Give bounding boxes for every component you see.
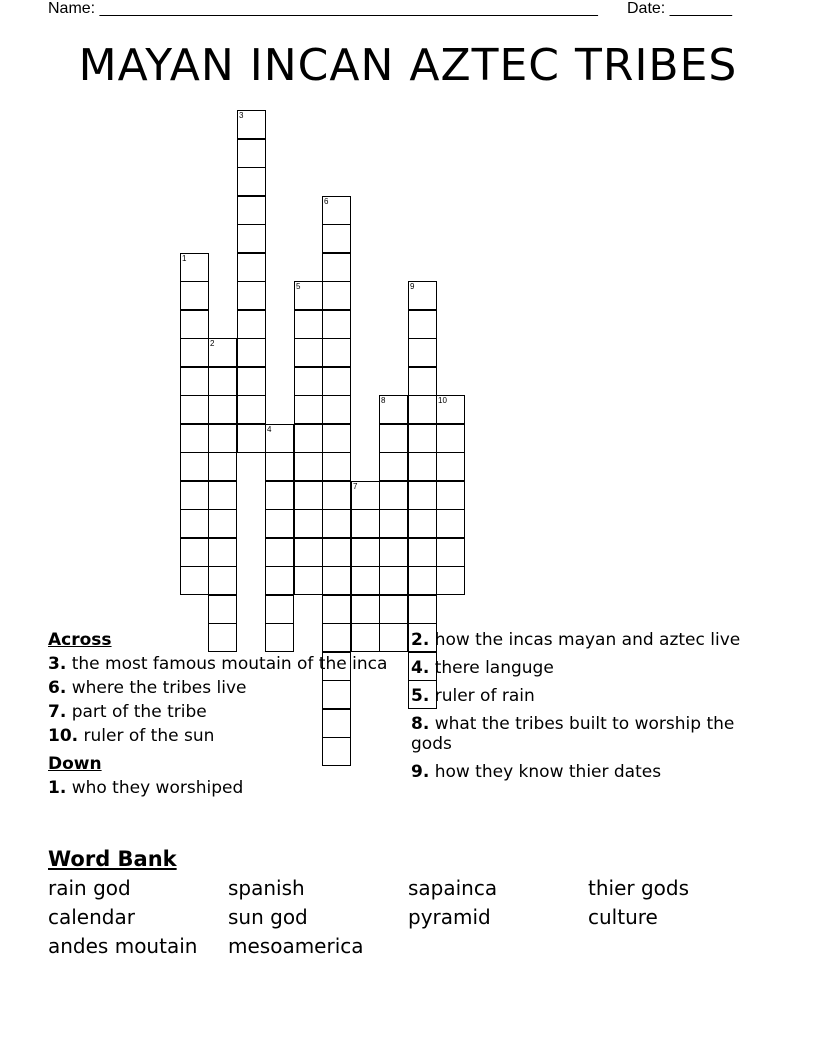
- grid-cell[interactable]: [436, 538, 465, 567]
- grid-cell[interactable]: [208, 509, 237, 538]
- word-bank-item: spanish: [228, 876, 305, 900]
- grid-cell[interactable]: [436, 566, 465, 595]
- grid-cell[interactable]: [237, 224, 266, 253]
- grid-cell[interactable]: [265, 481, 294, 510]
- word-bank-title: Word Bank: [48, 847, 177, 871]
- clue-text: part of the tribe: [71, 702, 207, 722]
- clue-down-8: [411, 714, 771, 754]
- clue-down-2: [411, 630, 771, 650]
- grid-cell[interactable]: [408, 595, 437, 624]
- clue-across-10: [48, 726, 388, 746]
- grid-cell[interactable]: [237, 424, 266, 453]
- grid-cell[interactable]: [208, 481, 237, 510]
- page-title: MAYAN INCAN AZTEC TRIBES: [78, 40, 738, 91]
- word-bank-item: pyramid: [408, 905, 491, 929]
- grid-cell[interactable]: [408, 481, 437, 510]
- grid-cell[interactable]: [322, 281, 351, 310]
- clue-down-5: [411, 686, 771, 706]
- clue-number-label: 2: [210, 339, 215, 348]
- grid-cell[interactable]: [208, 395, 237, 424]
- grid-cell[interactable]: [322, 338, 351, 367]
- clue-number: 1.: [48, 778, 67, 798]
- grid-cell[interactable]: [237, 196, 266, 225]
- grid-cell[interactable]: [265, 538, 294, 567]
- grid-cell[interactable]: [408, 424, 437, 453]
- clue-text: where the tribes live: [71, 678, 247, 698]
- grid-cell[interactable]: [208, 424, 237, 453]
- word-bank-item: sapainca: [408, 876, 498, 900]
- across-heading: Across: [48, 630, 112, 650]
- date-field-label: Date: _______: [627, 0, 732, 17]
- grid-cell[interactable]: [237, 367, 266, 396]
- grid-cell[interactable]: [180, 310, 209, 339]
- grid-cell[interactable]: [208, 338, 237, 367]
- grid-cell[interactable]: [379, 509, 408, 538]
- grid-cell[interactable]: [322, 481, 351, 510]
- grid-cell[interactable]: [265, 509, 294, 538]
- grid-cell[interactable]: [294, 538, 323, 567]
- grid-cell[interactable]: [379, 481, 408, 510]
- grid-cell[interactable]: [379, 452, 408, 481]
- grid-cell[interactable]: [408, 452, 437, 481]
- word-bank-item: rain god: [48, 876, 131, 900]
- grid-cell[interactable]: [294, 509, 323, 538]
- grid-cell[interactable]: [436, 424, 465, 453]
- grid-cell[interactable]: [322, 566, 351, 595]
- grid-cell[interactable]: [408, 367, 437, 396]
- clue-across-6: [48, 678, 388, 698]
- grid-cell[interactable]: [322, 424, 351, 453]
- grid-cell[interactable]: [408, 310, 437, 339]
- name-field-label: Name: ________________________________________________________: [48, 0, 598, 17]
- grid-cell[interactable]: [436, 509, 465, 538]
- clue-text: ruler of rain: [434, 686, 535, 706]
- grid-cell[interactable]: [180, 452, 209, 481]
- clue-number: 8.: [411, 714, 430, 734]
- clue-number-label: 8: [381, 396, 386, 405]
- grid-cell[interactable]: [208, 538, 237, 567]
- clue-number: 2.: [411, 630, 430, 650]
- grid-cell[interactable]: [180, 424, 209, 453]
- grid-cell[interactable]: [351, 481, 380, 510]
- grid-cell[interactable]: [180, 395, 209, 424]
- grid-cell[interactable]: [351, 538, 380, 567]
- clue-text: how the incas mayan and aztec live: [434, 630, 741, 650]
- grid-cell[interactable]: [322, 395, 351, 424]
- clue-text: how they know thier dates: [434, 762, 662, 782]
- grid-cell[interactable]: [237, 338, 266, 367]
- grid-cell[interactable]: [208, 452, 237, 481]
- clue-number-label: 7: [353, 482, 358, 491]
- grid-cell[interactable]: [322, 196, 351, 225]
- clue-across-7: [48, 702, 388, 722]
- clue-number-label: 10: [438, 396, 447, 405]
- grid-cell[interactable]: [180, 538, 209, 567]
- grid-cell[interactable]: [265, 424, 294, 453]
- word-bank-item: thier gods: [588, 876, 690, 900]
- clue-number: 7.: [48, 702, 67, 722]
- grid-cell[interactable]: [294, 566, 323, 595]
- grid-cell[interactable]: [408, 566, 437, 595]
- grid-cell[interactable]: [237, 253, 266, 282]
- grid-cell[interactable]: [322, 224, 351, 253]
- grid-cell[interactable]: [379, 538, 408, 567]
- grid-cell[interactable]: [408, 338, 437, 367]
- grid-cell[interactable]: [322, 509, 351, 538]
- grid-cell[interactable]: [379, 595, 408, 624]
- clue-number-label: 5: [296, 282, 301, 291]
- clue-number-label: 6: [324, 197, 329, 206]
- grid-cell[interactable]: [294, 395, 323, 424]
- grid-cell[interactable]: [322, 310, 351, 339]
- grid-cell[interactable]: [294, 281, 323, 310]
- down-heading: Down: [48, 754, 102, 774]
- grid-cell[interactable]: [180, 367, 209, 396]
- word-bank: [48, 846, 768, 958]
- grid-cell[interactable]: [237, 310, 266, 339]
- grid-cell[interactable]: [180, 253, 209, 282]
- grid-cell[interactable]: [408, 281, 437, 310]
- grid-cell[interactable]: [265, 595, 294, 624]
- grid-cell[interactable]: [265, 452, 294, 481]
- grid-cell[interactable]: [208, 595, 237, 624]
- grid-cell[interactable]: [322, 253, 351, 282]
- word-bank-item: calendar: [48, 905, 135, 929]
- grid-cell[interactable]: [180, 509, 209, 538]
- grid-cell[interactable]: [180, 338, 209, 367]
- clue-number-label: 9: [410, 282, 415, 291]
- clue-down-9: [411, 762, 771, 782]
- grid-cell[interactable]: [322, 595, 351, 624]
- clue-number-label: 4: [267, 425, 272, 434]
- grid-cell[interactable]: [294, 367, 323, 396]
- clue-number: 5.: [411, 686, 430, 706]
- grid-cell[interactable]: [294, 481, 323, 510]
- clue-number: 3.: [48, 654, 67, 674]
- clue-down-1: [48, 778, 388, 798]
- grid-cell[interactable]: [351, 509, 380, 538]
- grid-cell[interactable]: [237, 139, 266, 168]
- grid-cell[interactable]: [379, 424, 408, 453]
- clue-text: ruler of the sun: [83, 726, 215, 746]
- clue-text: who they worshiped: [71, 778, 244, 798]
- grid-cell[interactable]: [294, 424, 323, 453]
- clue-text: the most famous moutain of the inca: [71, 654, 388, 674]
- grid-cell[interactable]: [180, 481, 209, 510]
- grid-cell[interactable]: [379, 566, 408, 595]
- grid-cell[interactable]: [322, 452, 351, 481]
- clue-number: 6.: [48, 678, 67, 698]
- grid-cell[interactable]: [208, 367, 237, 396]
- clue-text: what the tribes built to worship the gods: [411, 714, 735, 754]
- grid-cell[interactable]: [294, 452, 323, 481]
- grid-cell[interactable]: [322, 367, 351, 396]
- word-bank-item: mesoamerica: [228, 934, 364, 958]
- grid-cell[interactable]: [237, 110, 266, 139]
- grid-cell[interactable]: [294, 310, 323, 339]
- clue-number: 4.: [411, 658, 430, 678]
- grid-cell[interactable]: [351, 566, 380, 595]
- grid-cell[interactable]: [408, 395, 437, 424]
- grid-cell[interactable]: [180, 281, 209, 310]
- word-bank-item: andes moutain: [48, 934, 198, 958]
- word-bank-item: sun god: [228, 905, 308, 929]
- grid-cell[interactable]: [408, 509, 437, 538]
- clue-number: 10.: [48, 726, 79, 746]
- grid-cell[interactable]: [408, 538, 437, 567]
- clues-left-column: [48, 630, 388, 798]
- clues-right-column: [411, 630, 771, 782]
- grid-cell[interactable]: [208, 566, 237, 595]
- grid-cell[interactable]: [180, 566, 209, 595]
- grid-cell[interactable]: [265, 566, 294, 595]
- grid-cell[interactable]: [237, 281, 266, 310]
- word-bank-item: culture: [588, 905, 658, 929]
- grid-cell[interactable]: [436, 481, 465, 510]
- grid-cell[interactable]: [351, 595, 380, 624]
- clue-across-3: [48, 654, 388, 674]
- grid-cell[interactable]: [322, 538, 351, 567]
- clue-down-4: [411, 658, 771, 678]
- clue-text: there languge: [434, 658, 554, 678]
- grid-cell[interactable]: [436, 452, 465, 481]
- grid-cell[interactable]: [237, 167, 266, 196]
- grid-cell[interactable]: [294, 338, 323, 367]
- grid-cell[interactable]: [237, 395, 266, 424]
- grid-cell[interactable]: [436, 395, 465, 424]
- clue-number-label: 1: [182, 254, 187, 263]
- clue-number-label: 3: [239, 111, 244, 120]
- clue-number: 9.: [411, 762, 430, 782]
- grid-cell[interactable]: [379, 395, 408, 424]
